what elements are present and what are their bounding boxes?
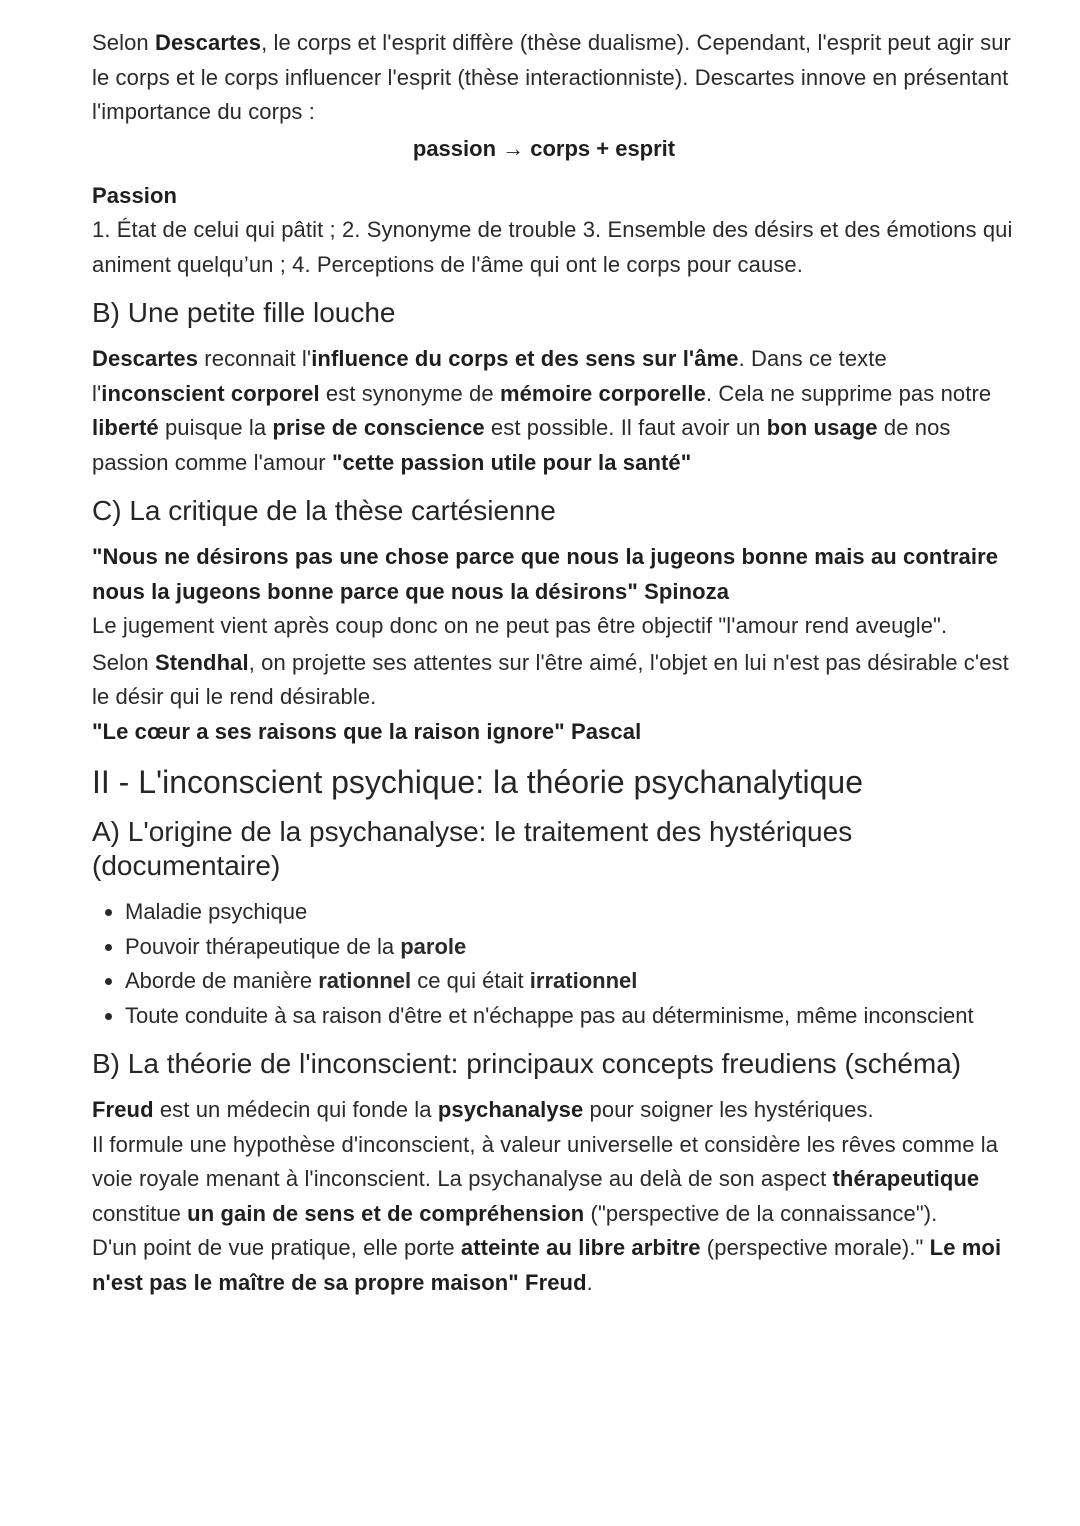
text: Selon — [92, 30, 155, 55]
text: . — [586, 1269, 593, 1295]
text: Pouvoir thérapeutique de la — [125, 933, 401, 959]
bold-text: inconscient corporel — [101, 380, 320, 406]
bold-text: Freud — [92, 1097, 154, 1122]
bold-text: atteinte au libre arbitre — [460, 1235, 701, 1260]
freud-paragraph — [92, 1093, 1014, 1128]
origin-bullet-list — [92, 895, 1014, 1033]
text: ("perspective de la connaissance"). — [584, 1200, 938, 1226]
bold-text: Passion — [92, 182, 178, 208]
section-heading-b-theorie: B) La théorie de l'inconscient: principaux concepts freudiens (schéma) — [92, 1048, 962, 1079]
list-item — [125, 930, 1014, 965]
bold-text: parole — [400, 933, 467, 959]
judgement-paragraph: Le jugement vient après coup donc on ne peut pas être objectif "l'amour rend aveugle". — [92, 613, 948, 638]
passion-definition: 1. État de celui qui pâtit ; 2. Synonyme de trouble 3. Ensemble des désirs et des émotions qui animent quelqu’un ; 4. Perceptions de l'âme qui ont le corps pour cause. — [92, 217, 1013, 277]
text: , on projette ses attentes sur l'être aimé, l'objet en lui n'est pas désirable c'est le désir qui le rend désirable. — [92, 649, 1009, 709]
spinoza-quote — [92, 540, 1014, 609]
bold-text: Descartes — [92, 346, 199, 371]
text: constitue — [92, 1200, 188, 1226]
bold-text: irrationnel — [529, 968, 638, 993]
section-heading-a-origine: A) L'origine de la psychanalyse: le traitement des hystériques (documentaire) — [92, 816, 853, 881]
practical-paragraph — [92, 1231, 1014, 1300]
text: pour soigner les hystériques. — [583, 1097, 874, 1122]
bold-text: Stendhal — [154, 649, 249, 675]
section-heading-c-critique: C) La critique de la thèse cartésienne — [92, 495, 556, 526]
bold-text: liberté — [92, 415, 159, 440]
text: D'un point de vue pratique, elle porte — [92, 1235, 461, 1260]
bold-text: prise de conscience — [272, 415, 485, 440]
bold-text: "cette passion utile pour la santé" — [331, 449, 692, 475]
list-item — [125, 895, 1014, 930]
bold-text: psychanalyse — [437, 1097, 584, 1122]
bold-text: Le moi n'est pas le maître de sa propre maison" Freud — [92, 1235, 1002, 1295]
text: . Dans ce texte l' — [92, 346, 887, 406]
text: puisque la — [158, 415, 273, 440]
bold-text: Descartes — [154, 30, 262, 55]
text: est un médecin qui fonde la — [153, 1097, 438, 1122]
text: . Cela ne supprime pas notre — [705, 380, 992, 406]
bold-text: influence du corps et des sens sur l'âme — [311, 346, 739, 371]
bold-text: "Le cœur a ses raisons que la raison ignore" Pascal — [92, 718, 642, 744]
text: de nos passion comme l'amour — [92, 415, 951, 475]
hypothesis-paragraph — [92, 1128, 1014, 1232]
bold-text: un gain de sens et de compréhension — [187, 1200, 585, 1226]
text: reconnait l' — [198, 346, 312, 371]
stendhal-paragraph — [92, 646, 1014, 715]
bold-text: "Nous ne désirons pas une chose parce que nous la jugeons bonne mais au contraire nous la jugeons bonne parce que nous la désirons" Spinoza — [92, 544, 999, 604]
bold-text: bon usage — [766, 415, 878, 440]
text: ce qui était — [411, 968, 530, 993]
section-heading-b-petite-fille: B) Une petite fille louche — [92, 297, 396, 328]
text: Toute conduite à sa raison d'être et n'échappe pas au déterminisme, même inconscient — [125, 1002, 974, 1028]
part-heading-inconscient-psychique: II - L'inconscient psychique: la théorie psychanalytique — [92, 764, 863, 800]
text: Il formule une hypothèse d'inconscient, à valeur universelle et considère les rêves comme la voie royale menant à l'inconscient. La psychanalyse au delà de son aspect — [92, 1131, 999, 1191]
passion-formula: passion → corps + esprit — [412, 135, 676, 161]
text: Maladie psychique — [125, 899, 308, 924]
bold-text: mémoire corporelle — [499, 380, 706, 406]
bold-text: rationnel — [318, 968, 412, 993]
text: , le corps et l'esprit diffère (thèse dualisme). Cependant, l'esprit peut agir sur le corps et le corps influencer l'esprit (thèse interactionniste). Descartes innove en présentant l'importance du corps : — [92, 30, 1011, 124]
intro-paragraph — [92, 26, 1014, 130]
text: (perspective morale)." — [700, 1235, 930, 1260]
pascal-quote — [92, 715, 1014, 750]
list-item — [125, 964, 1014, 999]
list-item — [125, 999, 1014, 1034]
text: Selon — [92, 649, 155, 675]
section-b-paragraph — [92, 342, 1014, 480]
text: Aborde de manière — [125, 968, 319, 993]
text: est synonyme de — [319, 380, 500, 406]
text: est possible. Il faut avoir un — [484, 415, 767, 440]
passion-term — [92, 179, 1014, 214]
bold-text: thérapeutique — [832, 1166, 980, 1191]
